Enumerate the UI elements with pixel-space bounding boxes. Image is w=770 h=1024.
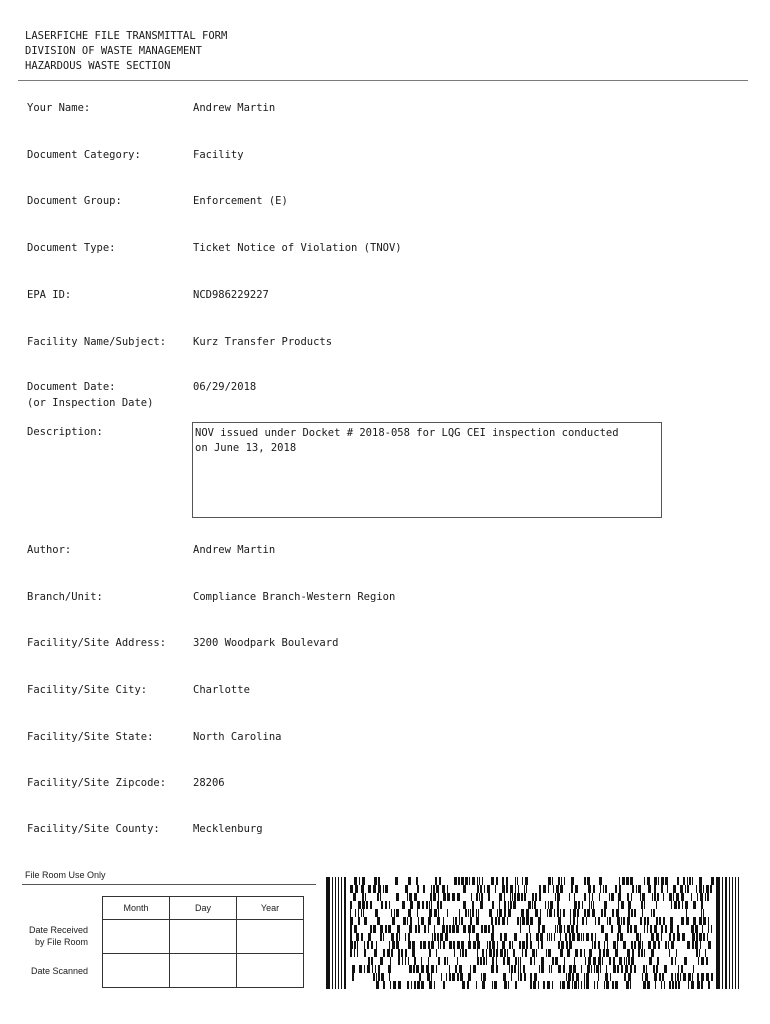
date-scanned-label: Date Scanned bbox=[30, 966, 88, 976]
field-label: Author: bbox=[27, 544, 72, 556]
field-value: Charlotte bbox=[193, 684, 250, 696]
field-value: 06/29/2018 bbox=[193, 381, 257, 393]
header-line-2: DIVISION OF WASTE MANAGEMENT bbox=[25, 45, 203, 57]
column-day: Day bbox=[170, 897, 237, 920]
header-line-3: HAZARDOUS WASTE SECTION bbox=[25, 60, 171, 72]
form-header bbox=[25, 29, 227, 74]
field-value: Enforcement (E) bbox=[193, 195, 288, 207]
date-received-label-line1: Date Received bbox=[28, 925, 88, 935]
column-year: Year bbox=[237, 897, 304, 920]
date-scanned-day-cell bbox=[170, 954, 237, 988]
pdf417-barcode bbox=[326, 877, 740, 989]
field-value: Andrew Martin bbox=[193, 102, 276, 114]
field-value: NCD986229227 bbox=[193, 289, 269, 301]
field-value: Kurz Transfer Products bbox=[193, 336, 333, 348]
field-label: Document Type: bbox=[27, 242, 116, 254]
field-label: Document Category: bbox=[27, 149, 141, 161]
file-room-divider bbox=[22, 884, 316, 885]
field-label: Branch/Unit: bbox=[27, 591, 103, 603]
field-value: Facility bbox=[193, 149, 244, 161]
date-received-year-cell bbox=[237, 920, 304, 954]
field-value: North Carolina bbox=[193, 731, 282, 743]
description-box: NOV issued under Docket # 2018-058 for LQG CEI inspection conducted on June 13, 2018 bbox=[192, 422, 662, 518]
column-month: Month bbox=[103, 897, 170, 920]
field-label-secondary: (or Inspection Date) bbox=[27, 397, 154, 409]
field-label: Your Name: bbox=[27, 102, 91, 114]
field-label: Facility Name/Subject: bbox=[27, 336, 167, 348]
header-divider bbox=[18, 80, 748, 81]
field-label: Description: bbox=[27, 426, 103, 438]
file-room-title: File Room Use Only bbox=[25, 870, 106, 880]
field-label: Facility/Site County: bbox=[27, 823, 160, 835]
field-value: Compliance Branch-Western Region bbox=[193, 591, 396, 603]
field-value: 3200 Woodpark Boulevard bbox=[193, 637, 339, 649]
field-label: Facility/Site Zipcode: bbox=[27, 777, 167, 789]
field-label: Document Date: bbox=[27, 381, 116, 393]
field-label: Facility/Site Address: bbox=[27, 637, 167, 649]
field-value: Ticket Notice of Violation (TNOV) bbox=[193, 242, 402, 254]
field-value: 28206 bbox=[193, 777, 225, 789]
field-label: Facility/Site City: bbox=[27, 684, 148, 696]
file-room-table bbox=[102, 896, 304, 988]
field-value: Mecklenburg bbox=[193, 823, 263, 835]
header-line-1: LASERFICHE FILE TRANSMITTAL FORM bbox=[25, 30, 228, 42]
date-received-month-cell bbox=[103, 920, 170, 954]
date-received-label-line2: by File Room bbox=[34, 937, 88, 947]
field-label: Document Group: bbox=[27, 195, 122, 207]
date-received-day-cell bbox=[170, 920, 237, 954]
date-scanned-month-cell bbox=[103, 954, 170, 988]
date-received-label bbox=[26, 924, 88, 948]
field-label: Facility/Site State: bbox=[27, 731, 154, 743]
field-value: Andrew Martin bbox=[193, 544, 276, 556]
date-scanned-year-cell bbox=[237, 954, 304, 988]
field-label: EPA ID: bbox=[27, 289, 72, 301]
